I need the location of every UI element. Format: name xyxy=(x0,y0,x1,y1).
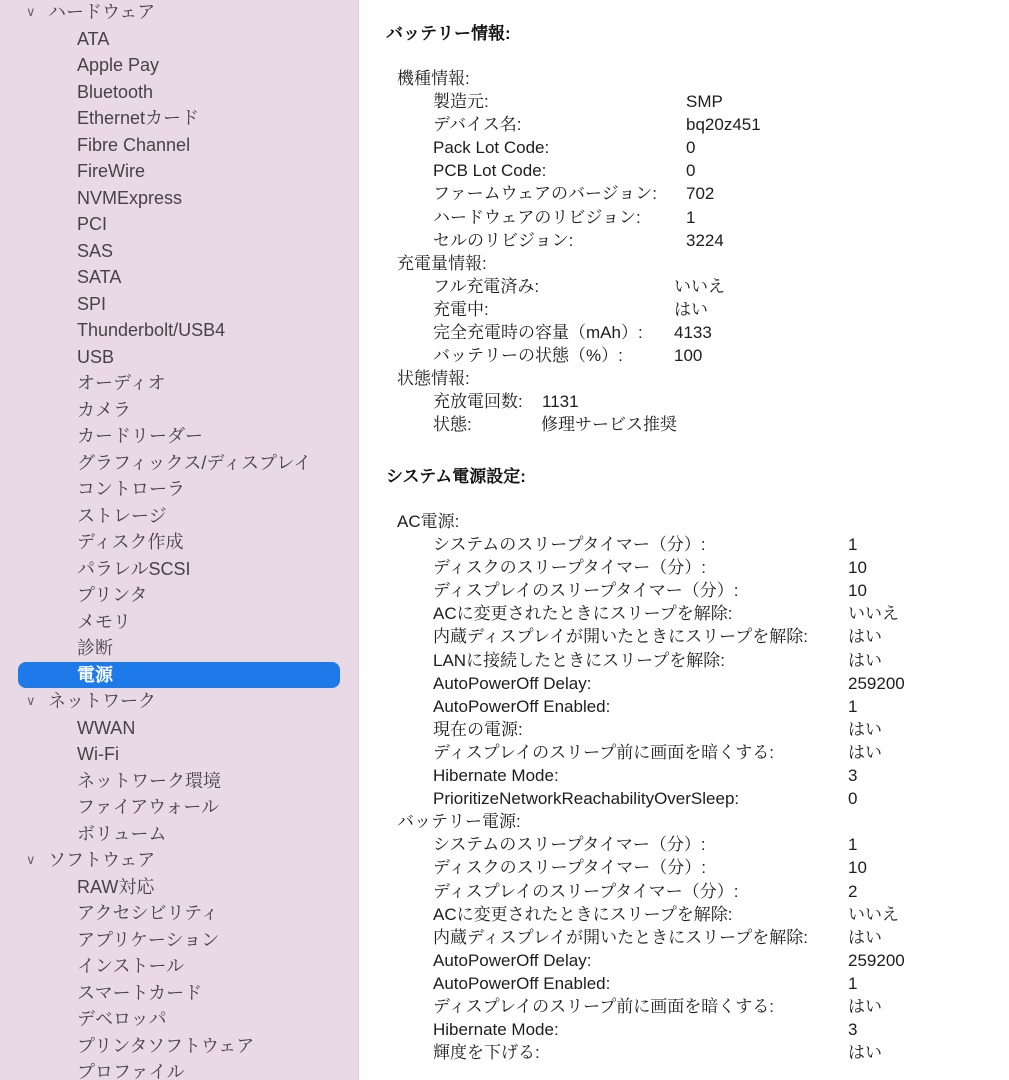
property-row xyxy=(397,972,858,995)
property-key: ディスクのスリープタイマー（分）: xyxy=(433,858,706,878)
subsection-label: 機種情報: xyxy=(397,69,470,88)
property-value: はい xyxy=(848,1043,882,1063)
property-value: 0 xyxy=(686,161,696,181)
property-key: 内蔵ディスプレイが開いたときにスリープを解除: xyxy=(433,927,808,947)
sidebar-group-label: ネットワーク xyxy=(48,691,156,711)
property-key: AutoPowerOff Enabled: xyxy=(433,973,611,993)
property-row xyxy=(397,926,882,949)
property-key: 製造元: xyxy=(433,92,489,112)
property-value: bq20z451 xyxy=(686,115,761,135)
property-value: 10 xyxy=(848,581,867,601)
property-row xyxy=(397,533,858,556)
property-row xyxy=(397,995,882,1018)
property-value: はい xyxy=(848,719,882,739)
property-value: 100 xyxy=(674,346,703,366)
property-key: バッテリーの状態（%）: xyxy=(433,346,623,366)
property-value: SMP xyxy=(686,92,723,112)
subsection-label: 充電量情報: xyxy=(397,253,487,273)
property-row xyxy=(397,695,858,718)
sidebar-item[interactable]: インストール xyxy=(77,956,185,976)
property-row xyxy=(397,229,724,252)
sidebar-item[interactable]: アプリケーション xyxy=(77,929,220,950)
property-value: 1 xyxy=(848,835,858,855)
property-row xyxy=(397,182,715,205)
sidebar-item[interactable]: グラフィックス/ディスプレイ xyxy=(77,452,312,473)
property-value: 0 xyxy=(848,789,858,809)
sidebar-item[interactable]: Wi-Fi xyxy=(77,744,119,764)
property-key: 充電中: xyxy=(433,299,489,319)
property-key: 輝度を下げる: xyxy=(433,1043,540,1063)
property-key: 状態: xyxy=(433,415,472,435)
property-value: はい xyxy=(848,650,882,670)
property-key: ディスプレイのスリープタイマー（分）: xyxy=(433,881,739,901)
property-key: フル充電済み: xyxy=(433,276,540,296)
property-value: 259200 xyxy=(848,950,905,970)
property-row xyxy=(397,136,696,159)
sidebar-item[interactable]: SAS xyxy=(77,240,114,261)
property-row xyxy=(397,321,712,344)
sidebar-item[interactable]: ディスク作成 xyxy=(77,532,184,552)
property-value: 3 xyxy=(848,1020,858,1040)
property-row xyxy=(397,206,696,229)
property-row xyxy=(397,275,725,298)
property-value: いいえ xyxy=(848,604,899,624)
property-key: 充放電回数: xyxy=(433,392,523,412)
sidebar xyxy=(0,0,359,1080)
sidebar-item[interactable]: カメラ xyxy=(77,399,131,420)
property-row xyxy=(397,787,858,810)
sidebar-item[interactable]: カードリーダー xyxy=(77,426,203,446)
property-value: 259200 xyxy=(848,673,905,693)
property-row xyxy=(397,625,882,648)
property-row xyxy=(397,856,867,879)
property-value: はい xyxy=(848,927,882,947)
property-row xyxy=(397,903,899,926)
sidebar-item[interactable]: アクセシビリティ xyxy=(77,903,219,923)
property-value: 1131 xyxy=(542,392,579,412)
property-value: いいえ xyxy=(848,904,899,924)
sidebar-group-label: ソフトウェア xyxy=(48,850,156,870)
property-row xyxy=(397,649,882,672)
subsection-label: バッテリー電源: xyxy=(397,812,521,832)
property-value: はい xyxy=(848,627,882,647)
property-row xyxy=(397,833,858,856)
sidebar-item[interactable]: Ethernetカード xyxy=(77,108,200,128)
property-row xyxy=(397,298,708,321)
property-key: ディスプレイのスリープタイマー（分）: xyxy=(433,581,739,601)
property-key: 完全充電時の容量（mAh）: xyxy=(433,323,643,343)
property-key: Hibernate Mode: xyxy=(433,1020,559,1040)
sidebar-item[interactable]: USB xyxy=(77,346,115,367)
property-row xyxy=(397,344,703,367)
property-value: 0 xyxy=(686,138,696,158)
property-row xyxy=(397,90,723,113)
property-key: AutoPowerOff Delay: xyxy=(433,950,592,970)
sidebar-item[interactable]: コントローラ xyxy=(77,479,185,499)
property-key: デバイス名: xyxy=(433,115,522,135)
property-key: PCB Lot Code: xyxy=(433,161,547,181)
sidebar-item[interactable]: ボリューム xyxy=(77,823,167,844)
property-value: 10 xyxy=(848,558,867,578)
sidebar-item[interactable]: スマートカード xyxy=(77,982,203,1003)
property-value: 1 xyxy=(848,973,858,993)
sidebar-item[interactable]: Bluetooth xyxy=(77,81,154,102)
property-key: Pack Lot Code: xyxy=(433,138,550,158)
property-row xyxy=(397,1018,858,1041)
property-key: AutoPowerOff Delay: xyxy=(433,673,592,693)
property-row xyxy=(397,672,905,695)
property-row xyxy=(397,579,867,602)
sidebar-item[interactable]: プロファイル xyxy=(77,1062,185,1080)
property-row xyxy=(397,113,761,136)
sidebar-item[interactable]: SPI xyxy=(77,293,107,314)
power-settings-title: システム電源設定: xyxy=(386,467,526,486)
sidebar-item[interactable]: ネットワーク環境 xyxy=(77,770,221,791)
property-key: AutoPowerOff Enabled: xyxy=(433,696,611,716)
property-row xyxy=(397,390,657,413)
property-row xyxy=(397,949,905,972)
detail-pane xyxy=(359,0,1009,1080)
chevron-down-icon[interactable]: ∨ xyxy=(26,693,36,708)
property-row xyxy=(397,556,867,579)
property-value: 1 xyxy=(848,696,858,716)
sidebar-item[interactable]: プリンタソフトウェア xyxy=(77,1035,255,1056)
property-value: 702 xyxy=(686,184,715,204)
property-key: LANに接続したときにスリープを解除: xyxy=(433,650,725,670)
sidebar-item[interactable]: パラレルSCSI xyxy=(77,558,191,579)
sidebar-item[interactable]: RAW対応 xyxy=(77,876,155,897)
property-key: システムのスリープタイマー（分）: xyxy=(433,835,706,855)
property-key: ACに変更されたときにスリープを解除: xyxy=(433,604,733,624)
property-value: 10 xyxy=(848,858,867,878)
property-row xyxy=(397,413,677,436)
property-value: はい xyxy=(674,299,708,319)
property-key: 現在の電源: xyxy=(433,719,523,739)
subsection-label: AC電源: xyxy=(397,512,460,531)
sidebar-item[interactable]: WWAN xyxy=(77,717,136,738)
property-key: ディスクのスリープタイマー（分）: xyxy=(433,558,706,578)
sidebar-item[interactable]: オーディオ xyxy=(77,373,166,393)
sidebar-group-label: ハードウェア xyxy=(48,2,156,22)
sidebar-item[interactable]: FireWire xyxy=(77,161,145,181)
sidebar-group[interactable] xyxy=(0,688,358,715)
battery-info-title: バッテリー情報: xyxy=(386,24,511,43)
subsection-label: 状態情報: xyxy=(397,369,470,389)
property-key: Hibernate Mode: xyxy=(433,766,559,786)
property-key: システムのスリープタイマー（分）: xyxy=(433,535,706,555)
sidebar-tree xyxy=(0,0,358,1080)
property-row xyxy=(397,880,858,903)
sidebar-item[interactable]: プリンタ xyxy=(77,585,148,605)
property-row xyxy=(397,741,882,764)
sidebar-group[interactable] xyxy=(0,847,358,874)
property-row xyxy=(397,1041,882,1064)
sidebar-group[interactable] xyxy=(0,0,358,26)
property-key: PrioritizeNetworkReachabilityOverSleep: xyxy=(433,789,740,809)
property-value: 4133 xyxy=(674,323,712,343)
sidebar-item[interactable]: NVMExpress xyxy=(77,187,183,208)
property-value: はい xyxy=(848,996,882,1016)
sidebar-item[interactable]: Thunderbolt/USB4 xyxy=(77,320,226,340)
power-settings-block xyxy=(397,510,905,1064)
property-key: ディスプレイのスリープ前に画面を暗くする: xyxy=(433,742,774,762)
chevron-down-icon[interactable]: ∨ xyxy=(26,4,36,19)
property-key: ハードウェアのリビジョン: xyxy=(433,207,641,227)
sidebar-item[interactable]: メモリ xyxy=(77,611,131,632)
sidebar-item[interactable]: PCI xyxy=(77,214,108,234)
battery-info-block xyxy=(397,67,761,437)
sidebar-item[interactable]: SATA xyxy=(77,267,122,287)
sidebar-item[interactable]: ATA xyxy=(77,28,110,49)
sidebar-item[interactable]: 診断 xyxy=(77,638,113,658)
sidebar-item[interactable]: Apple Pay xyxy=(77,55,160,75)
sidebar-item[interactable]: 電源 xyxy=(18,662,340,689)
chevron-down-icon[interactable]: ∨ xyxy=(26,852,36,867)
property-row xyxy=(397,159,696,182)
property-key: ファームウェアのバージョン: xyxy=(433,184,658,204)
property-row xyxy=(397,602,899,625)
property-key: ACに変更されたときにスリープを解除: xyxy=(433,904,733,924)
property-value: 1 xyxy=(848,535,858,555)
property-value: 3 xyxy=(848,766,858,786)
property-value: 1 xyxy=(686,207,696,227)
property-value: 修理サービス推奨 xyxy=(541,415,677,435)
property-value: はい xyxy=(848,742,882,762)
property-value: いいえ xyxy=(674,276,725,296)
sidebar-item[interactable]: ファイアウォール xyxy=(77,797,220,817)
property-row xyxy=(397,718,882,741)
property-value: 2 xyxy=(848,881,858,901)
property-value: 3224 xyxy=(686,230,724,250)
property-key: 内蔵ディスプレイが開いたときにスリープを解除: xyxy=(433,627,808,647)
sidebar-item[interactable]: デベロッパ xyxy=(77,1009,167,1029)
sidebar-item[interactable]: ストレージ xyxy=(77,505,167,526)
property-row xyxy=(397,764,858,787)
sidebar-item[interactable]: Fibre Channel xyxy=(77,134,191,155)
property-key: セルのリビジョン: xyxy=(433,230,574,250)
property-key: ディスプレイのスリープ前に画面を暗くする: xyxy=(433,996,774,1016)
